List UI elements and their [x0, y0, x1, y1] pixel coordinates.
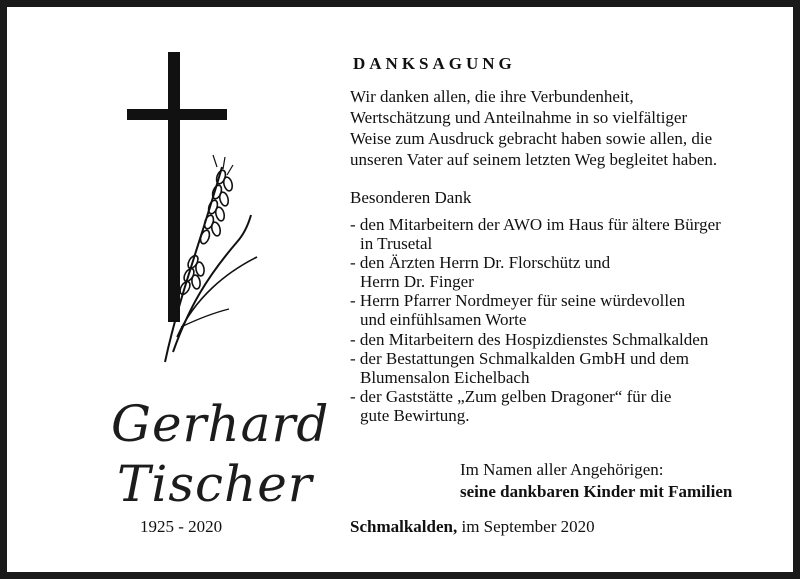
thanks-item-line: - der Bestattungen Schmalkalden GmbH und dem [350, 348, 689, 368]
thanks-item-line: - den Ärzten Herrn Dr. Florschütz und [350, 253, 611, 273]
deceased-first-name: Gerhard [111, 395, 330, 453]
paragraph-line: Wertschätzung und Anteilnahme in so vielfältiger [350, 108, 688, 127]
thanks-item-line: - den Mitarbeitern der AWO im Haus für ältere Bürger [350, 215, 721, 234]
notice-heading: DANKSAGUNG [353, 54, 516, 73]
thanks-item-continuation: Herrn Dr. Finger [360, 272, 474, 292]
thanks-list [350, 215, 721, 425]
paragraph-line: unseren Vater auf seinem letzten Weg begleitet haben. [350, 150, 718, 169]
life-years: 1925 - 2020 [140, 517, 223, 536]
thanks-paragraph [350, 86, 770, 170]
place-date [350, 517, 595, 537]
thanks-item-line: - der Gaststätte „Zum gelben Dragoner“ für die [350, 386, 672, 406]
signoff-family: seine dankbaren Kinder mit Familien [460, 482, 733, 501]
cross-with-wheat-icon [117, 47, 277, 377]
thanks-item-continuation: gute Bewirtung. [360, 405, 470, 425]
thanks-item-continuation: Blumensalon Eichelbach [360, 367, 530, 387]
signoff-intro: Im Namen aller Angehörigen: [460, 460, 664, 479]
thanks-item-continuation: und einfühlsamen Worte [360, 310, 527, 330]
thanks-item-line: - Herrn Pfarrer Nordmeyer für seine würdevollen [350, 291, 686, 311]
deceased-last-name: Tischer [117, 455, 313, 513]
thanks-item-continuation: in Trusetal [360, 234, 433, 254]
place-name: Schmalkalden, [350, 517, 458, 536]
notice-date: im September 2020 [461, 517, 595, 536]
special-thanks-intro: Besonderen Dank [350, 188, 472, 207]
thanks-item-line: - den Mitarbeitern des Hospizdienstes Schmalkalden [350, 329, 709, 349]
paragraph-line: Wir danken allen, die ihre Verbundenheit, [350, 87, 634, 106]
paragraph-line: Weise zum Ausdruck gebracht haben sowie allen, die [350, 129, 713, 148]
